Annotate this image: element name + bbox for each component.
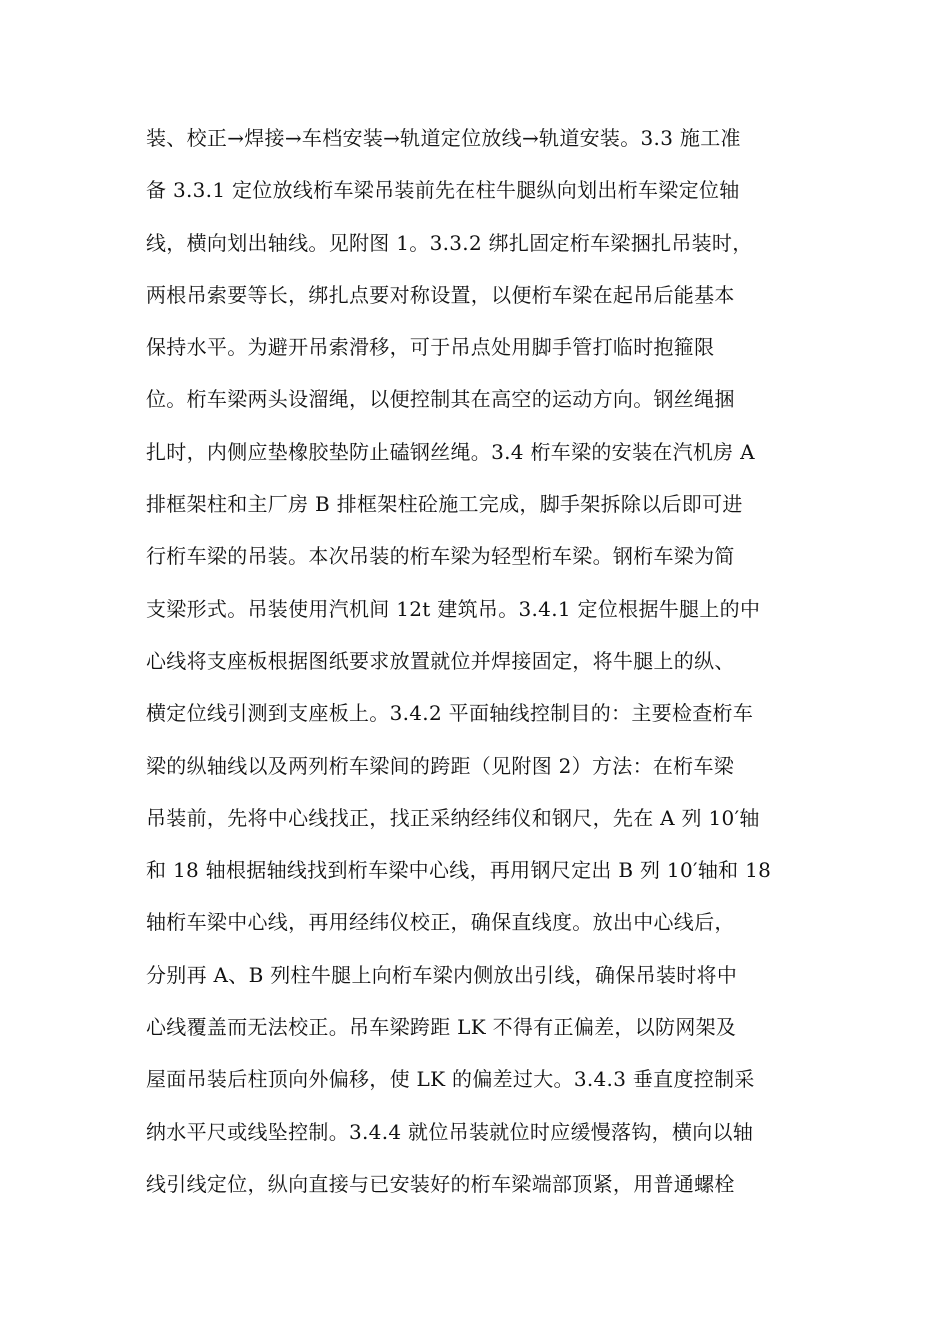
text-line: 轴桁车梁中心线，再用经纬仪校正，确保直线度。放出中心线后， xyxy=(146,910,735,935)
text-line: 分别再 A、B 列柱牛腿上向桁车梁内侧放出引线，确保吊装时将中 xyxy=(146,962,738,987)
text-line: 扎时，内侧应垫橡胶垫防止磕钢丝绳。3.4 桁车梁的安装在汽机房 A xyxy=(146,439,755,464)
text-line: 横定位线引测到支座板上。3.4.2 平面轴线控制目的：主要检查桁车 xyxy=(146,701,754,726)
text-line: 纳水平尺或线坠控制。3.4.4 就位吊装就位时应缓慢落钩，横向以轴 xyxy=(146,1119,754,1144)
text-line: 排框架柱和主厂房 B 排框架柱砼施工完成，脚手架拆除以后即可进 xyxy=(146,492,743,517)
text-line: 吊装前，先将中心线找正，找正采纳经纬仪和钢尺，先在 A 列 10′轴 xyxy=(146,805,760,830)
text-line: 线，横向划出轴线。见附图 1。3.3.2 绑扎固定桁车梁捆扎吊装时， xyxy=(146,230,753,255)
text-line: 和 18 轴根据轴线找到桁车梁中心线，再用钢尺定出 B 列 10′轴和 18 xyxy=(146,858,772,883)
text-line: 保持水平。为避开吊索滑移，可于吊点处用脚手管打临时抱箍限 xyxy=(146,335,715,360)
text-line: 两根吊索要等长，绑扎点要对称设置，以便桁车梁在起吊后能基本 xyxy=(146,282,735,307)
text-line: 位。桁车梁两头设溜绳，以便控制其在高空的运动方向。钢丝绳捆 xyxy=(146,387,735,412)
text-line: 行桁车梁的吊装。本次吊装的桁车梁为轻型桁车梁。钢桁车梁为简 xyxy=(146,544,735,569)
text-line: 梁的纵轴线以及两列桁车梁间的跨距（见附图 2）方法：在桁车梁 xyxy=(146,753,735,778)
body-text xyxy=(146,118,826,1216)
text-line: 备 3.3.1 定位放线桁车梁吊装前先在柱牛腿纵向划出桁车梁定位轴 xyxy=(146,178,740,203)
text-line: 线引线定位，纵向直接与已安装好的桁车梁端部顶紧，用普通螺栓 xyxy=(146,1171,735,1196)
text-line: 屋面吊装后柱顶向外偏移，使 LK 的偏差过大。3.4.3 垂直度控制采 xyxy=(146,1067,755,1092)
text-line: 支梁形式。吊装使用汽机间 12t 建筑吊。3.4.1 定位根据牛腿上的中 xyxy=(146,596,761,621)
text-line: 心线覆盖而无法校正。吊车梁跨距 LK 不得有正偏差，以防网架及 xyxy=(146,1015,737,1040)
text-line: 心线将支座板根据图纸要求放置就位并焊接固定，将牛腿上的纵、 xyxy=(146,648,735,673)
text-line: 装、校正→焊接→车档安装→轨道定位放线→轨道安装。3.3 施工准 xyxy=(146,126,741,150)
